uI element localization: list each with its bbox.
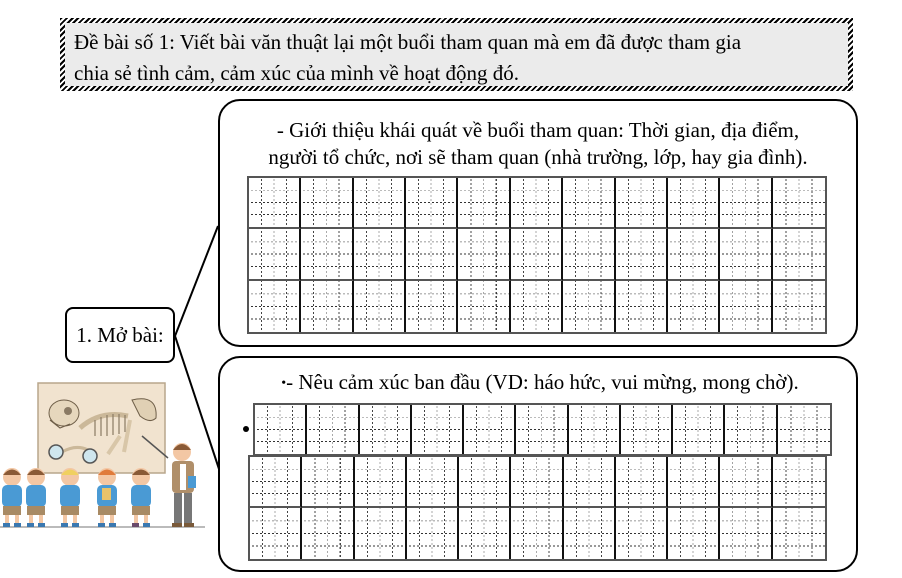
grid-cell[interactable] — [720, 508, 772, 559]
grid-cell[interactable] — [668, 457, 720, 508]
grid-cell[interactable] — [354, 281, 406, 332]
grid-cell[interactable] — [668, 281, 720, 332]
grid-cell[interactable] — [464, 405, 516, 454]
grid-cell[interactable] — [354, 229, 406, 280]
grid-cell[interactable] — [301, 178, 353, 229]
initial-feelings-instructions — [230, 369, 850, 397]
grid-cell[interactable] — [301, 229, 353, 280]
grid-cell[interactable] — [249, 229, 301, 280]
grid-cell[interactable] — [355, 457, 407, 508]
grid-cell[interactable] — [773, 229, 825, 280]
intro-overview-instructions — [218, 117, 858, 171]
grid-cell[interactable] — [621, 405, 673, 454]
grid-cell[interactable] — [511, 178, 563, 229]
grid-cell[interactable] — [673, 405, 725, 454]
assignment-prompt-box — [60, 18, 853, 91]
grid-cell[interactable] — [249, 281, 301, 332]
grid-cell[interactable] — [458, 229, 510, 280]
grid-cell[interactable] — [301, 281, 353, 332]
grid-cell[interactable] — [302, 457, 354, 508]
grid-cell[interactable] — [569, 405, 621, 454]
writing-grid-overview[interactable] — [247, 176, 827, 334]
grid-cell[interactable] — [406, 281, 458, 332]
grid-cell[interactable] — [360, 405, 412, 454]
grid-cell[interactable] — [773, 281, 825, 332]
feelings-line-1: - Nêu cảm xúc ban đầu (VD: háo hức, vui mừng, mong chờ). — [286, 370, 799, 394]
grid-cell[interactable] — [564, 457, 616, 508]
grid-cell[interactable] — [511, 281, 563, 332]
assignment-prompt — [65, 23, 848, 86]
grid-cell[interactable] — [407, 457, 459, 508]
grid-cell[interactable] — [459, 508, 511, 559]
grid-cell[interactable] — [773, 457, 825, 508]
grid-cell[interactable] — [563, 178, 615, 229]
grid-cell[interactable] — [250, 508, 302, 559]
bullet-icon: • — [281, 376, 287, 391]
grid-cell[interactable] — [563, 281, 615, 332]
grid-cell[interactable] — [720, 281, 772, 332]
students-icon — [2, 468, 151, 527]
grid-cell[interactable] — [412, 405, 464, 454]
grid-cell[interactable] — [354, 178, 406, 229]
grid-cell[interactable] — [302, 508, 354, 559]
grid-cell[interactable] — [250, 457, 302, 508]
prompt-line-2: chia sẻ tình cảm, cảm xúc của mình về hoạt động đó. — [74, 61, 519, 85]
grid-cell[interactable] — [668, 229, 720, 280]
grid-cell[interactable] — [407, 508, 459, 559]
grid-cell[interactable] — [725, 405, 777, 454]
grid-cell[interactable] — [616, 281, 668, 332]
bullet-dot-icon — [243, 426, 249, 432]
grid-cell[interactable] — [511, 508, 563, 559]
prompt-line-1: Đề bài số 1: Viết bài văn thuật lại một buổi tham quan mà em đã được tham gia — [74, 30, 742, 54]
grid-cell[interactable] — [406, 178, 458, 229]
grid-cell[interactable] — [563, 229, 615, 280]
grid-cell[interactable] — [720, 457, 772, 508]
grid-cell[interactable] — [720, 178, 772, 229]
overview-line-1: - Giới thiệu khái quát về buổi tham quan: Thời gian, địa điểm, — [276, 118, 800, 142]
writing-grid-feelings-rows[interactable] — [248, 455, 827, 561]
grid-cell[interactable] — [458, 178, 510, 229]
grid-cell[interactable] — [773, 508, 825, 559]
grid-cell[interactable] — [668, 178, 720, 229]
grid-cell[interactable] — [355, 508, 407, 559]
grid-cell[interactable] — [564, 508, 616, 559]
grid-cell[interactable] — [720, 229, 772, 280]
grid-cell[interactable] — [616, 178, 668, 229]
grid-cell[interactable] — [511, 457, 563, 508]
writing-grid-feelings-row1[interactable] — [253, 403, 832, 456]
field-trip-illustration — [0, 380, 215, 532]
grid-cell[interactable] — [616, 229, 668, 280]
section-label-mo-bai: 1. Mở bài: — [65, 307, 175, 363]
grid-cell[interactable] — [616, 508, 668, 559]
grid-cell[interactable] — [516, 405, 568, 454]
overview-line-2: người tổ chức, nơi sẽ tham quan (nhà trường, lớp, hay gia đình). — [268, 145, 808, 169]
grid-cell[interactable] — [249, 178, 301, 229]
grid-cell[interactable] — [668, 508, 720, 559]
grid-cell[interactable] — [406, 229, 458, 280]
grid-cell[interactable] — [255, 405, 307, 454]
grid-cell[interactable] — [616, 457, 668, 508]
grid-cell[interactable] — [511, 229, 563, 280]
grid-cell[interactable] — [307, 405, 359, 454]
grid-cell[interactable] — [773, 178, 825, 229]
grid-cell[interactable] — [458, 281, 510, 332]
grid-cell[interactable] — [778, 405, 830, 454]
grid-cell[interactable] — [459, 457, 511, 508]
